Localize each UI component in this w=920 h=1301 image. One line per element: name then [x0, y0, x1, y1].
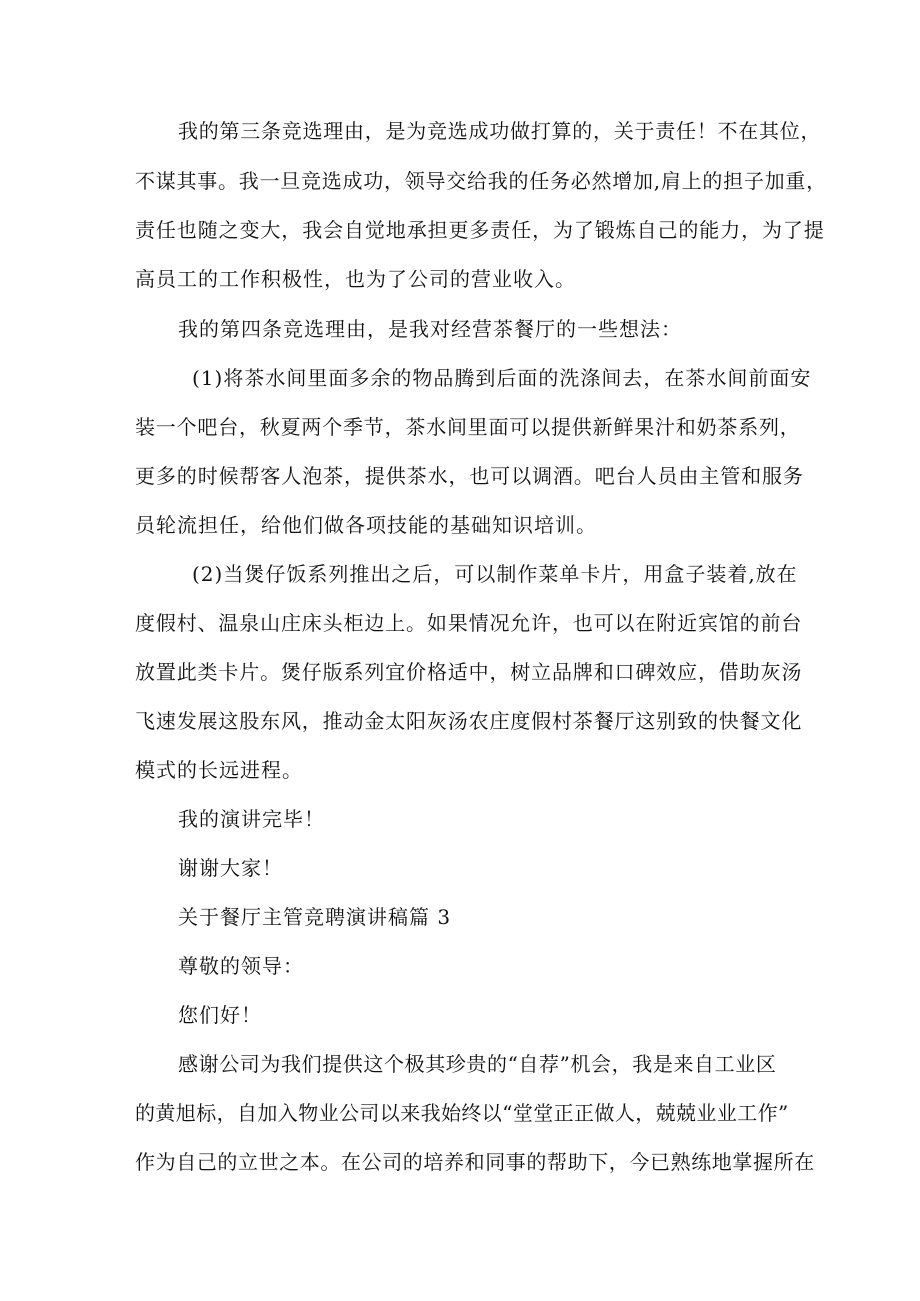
paragraph-fourth-reason-line-1: 我的第四条竞选理由，是我对经营茶餐厅的一些想法： [178, 317, 682, 341]
paragraph-third-reason-line-4: 高员工的工作积极性，也为了公司的营业收入。 [135, 267, 576, 291]
paragraph-speech-end: 我的演讲完毕！ [178, 807, 325, 831]
paragraph-third-reason-line-2: 不谋其事。我一旦竞选成功，领导交给我的任务必然增加,肩上的担子加重， [135, 169, 827, 193]
paragraph-third-reason-line-1: 我的第三条竞选理由，是为竞选成功做打算的，关于责任！不在其位， [178, 119, 822, 143]
paragraph-idea-2-line-3: 放置此类卡片。煲仔版系列宜价格适中，树立品牌和口碑效应，借助灰汤 [135, 660, 803, 684]
paragraph-thanks: 谢谢大家！ [178, 856, 283, 880]
paragraph-introduction-line-3: 作为自己的立世之本。在公司的培养和同事的帮助下，今已熟练地掌握所在 [135, 1150, 815, 1174]
paragraph-introduction-line-1: 感谢公司为我们提供这个极其珍贵的“自荐”机会，我是来自工业区 [178, 1052, 777, 1076]
paragraph-idea-1-line-2: 装一个吧台，秋夏两个季节，茶水间里面可以提供新鲜果汁和奶茶系列， [135, 415, 801, 439]
paragraph-idea-2-line-1: (2)当煲仔饭系列推出之后，可以制作菜单卡片，用盒子装着,放在 [192, 562, 798, 586]
section-heading: 关于餐厅主管竞聘演讲稿篇 3 [178, 905, 452, 929]
paragraph-idea-2-line-2: 度假村、温泉山庄床头柜边上。如果情况允许，也可以在附近宾馆的前台 [135, 611, 803, 635]
paragraph-idea-2-line-5: 模式的长远进程。 [135, 758, 303, 782]
paragraph-third-reason-line-3: 责任也随之变大，我会自觉地承担更多责任，为了锻炼自己的能力，为了提 [135, 218, 825, 242]
paragraph-idea-2-line-4: 飞速发展这股东风，推动金太阳灰汤农庄度假村茶餐厅这别致的快餐文化 [135, 709, 803, 733]
paragraph-idea-1-line-3: 更多的时候帮客人泡茶，提供茶水，也可以调酒。吧台人员由主管和服务 [135, 464, 804, 488]
salutation-leaders: 尊敬的领导： [178, 954, 304, 978]
paragraph-introduction-line-2: 的黄旭标，自加入物业公司以来我始终以“堂堂正正做人，兢兢业业工作” [135, 1101, 789, 1125]
greeting: 您们好！ [178, 1003, 262, 1027]
paragraph-idea-1-line-1: (1)将茶水间里面多余的物品腾到后面的洗涤间去，在茶水间前面安 [192, 366, 812, 390]
paragraph-idea-1-line-4: 员轮流担任，给他们做各项技能的基础知识培训。 [135, 513, 597, 537]
